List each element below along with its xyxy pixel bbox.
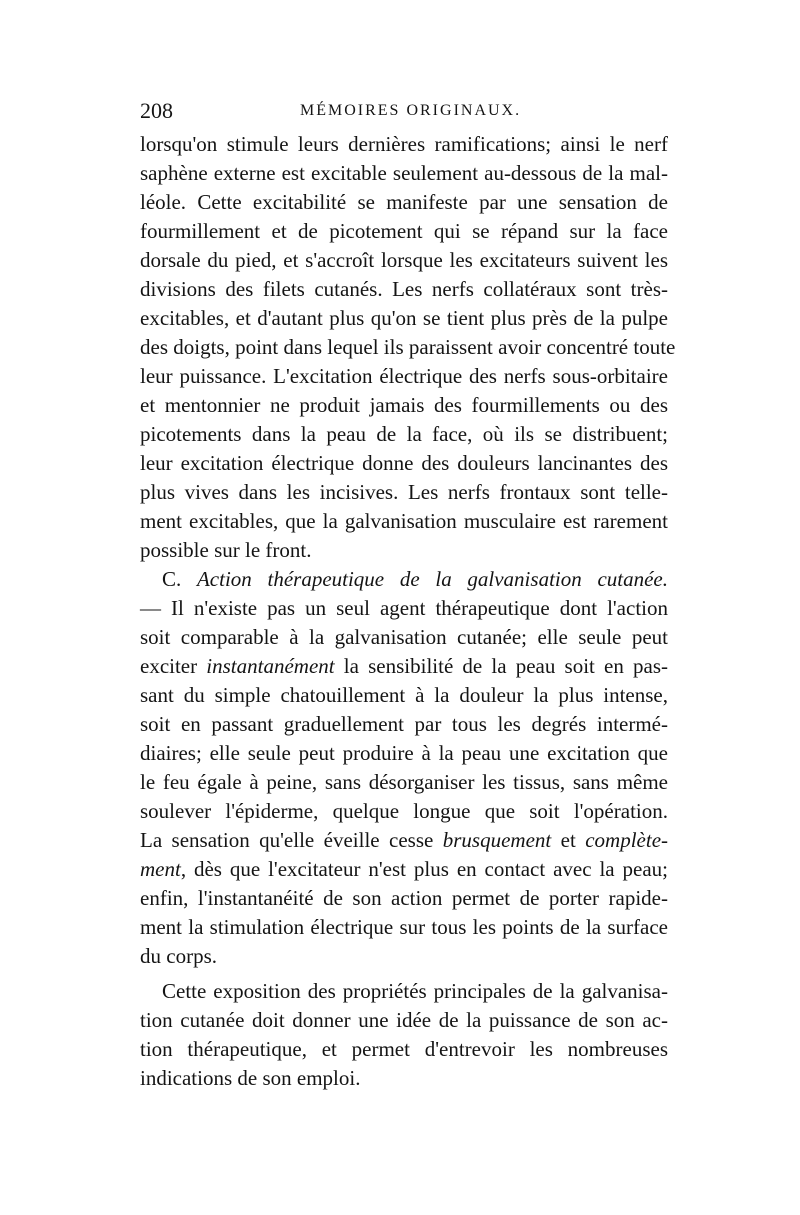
emphasis-text: instantanément bbox=[206, 654, 335, 678]
text-line: leur excitation électrique donne des douleurs lancinantes des bbox=[140, 451, 668, 475]
text-line: possible sur le front. bbox=[140, 538, 312, 562]
running-head bbox=[140, 96, 668, 126]
text-line: — Il n'existe pas un seul agent thérapeutique dont l'action bbox=[140, 596, 668, 620]
running-title: MÉMOIRES ORIGINAUX. bbox=[300, 102, 522, 119]
text-line bbox=[140, 652, 668, 681]
text-segment: , dès que l'excitateur n'est plus en contact avec la peau; bbox=[180, 857, 668, 881]
paragraph-1 bbox=[140, 130, 676, 565]
text-line: excitables, et d'autant plus qu'on se tient plus près de la pulpe bbox=[140, 306, 668, 330]
text-line: diaires; elle seule peut produire à la peau une excitation que bbox=[140, 741, 668, 765]
section-heading-line bbox=[140, 565, 668, 594]
text-segment: exciter bbox=[140, 654, 207, 678]
paragraph-2 bbox=[140, 565, 668, 971]
text-line: enfin, l'instantanéité de son action permet de porter rapide- bbox=[140, 886, 668, 910]
text-line: tion thérapeutique, et permet d'entrevoir les nombreuses bbox=[140, 1037, 668, 1061]
text-line: soit comparable à la galvanisation cutanée; elle seule peut bbox=[140, 625, 668, 649]
text-line: soit en passant graduellement par tous les degrés intermé- bbox=[140, 712, 668, 736]
text-line: fourmillement et de picotement qui se répand sur la face bbox=[140, 219, 668, 243]
text-line: léole. Cette excitabilité se manifeste par une sensation de bbox=[140, 190, 668, 214]
text-line bbox=[140, 826, 668, 855]
emphasis-text: brusquement bbox=[442, 828, 552, 852]
text-line: picotements dans la peau de la face, où ils se distribuent; bbox=[140, 422, 668, 446]
text-segment: La sensation qu'elle éveille cesse bbox=[140, 828, 443, 852]
text-line: indications de son emploi. bbox=[140, 1066, 361, 1090]
text-line: plus vives dans les incisives. Les nerfs frontaux sont telle- bbox=[140, 480, 668, 504]
text-line: tion cutanée doit donner une idée de la puissance de son ac- bbox=[140, 1008, 668, 1032]
text-segment: la sensibilité de la peau soit en pas- bbox=[334, 654, 668, 678]
page-number: 208 bbox=[140, 98, 173, 123]
text-line bbox=[140, 855, 668, 884]
emphasis-text: complète- bbox=[585, 828, 669, 852]
text-line: dorsale du pied, et s'accroît lorsque les excitateurs suivent les bbox=[140, 248, 668, 272]
emphasis-text: ment bbox=[140, 857, 181, 881]
text-line: soulever l'épiderme, quelque longue que soit l'opération. bbox=[140, 799, 668, 823]
text-line: ment la stimulation électrique sur tous les points de la surface bbox=[140, 915, 668, 939]
text-line: du corps. bbox=[140, 944, 217, 968]
text-line: des doigts, point dans lequel ils paraissent avoir concentré toute bbox=[140, 335, 676, 359]
section-label: C. bbox=[162, 567, 197, 591]
body-text bbox=[140, 130, 676, 1093]
text-line: le feu égale à peine, sans désorganiser les tissus, sans même bbox=[140, 770, 668, 794]
text-line: ment excitables, que la galvanisation musculaire est rarement bbox=[140, 509, 668, 533]
text-line: et mentonnier ne produit jamais des fourmillements ou des bbox=[140, 393, 668, 417]
text-line: saphène externe est excitable seulement au-dessous de la mal- bbox=[140, 161, 668, 185]
paragraph-3 bbox=[140, 977, 668, 1093]
text-line: lorsqu'on stimule leurs dernières ramifications; ainsi le nerf bbox=[140, 132, 668, 156]
text-line: Cette exposition des propriétés principales de la galvanisa- bbox=[162, 979, 668, 1003]
text-line: leur puissance. L'excitation électrique des nerfs sous-orbitaire bbox=[140, 364, 668, 388]
text-line: divisions des filets cutanés. Les nerfs collatéraux sont très- bbox=[140, 277, 668, 301]
text-segment: et bbox=[551, 828, 586, 852]
section-title: Action thérapeutique de la galvanisation cutanée. bbox=[196, 567, 668, 591]
text-line: sant du simple chatouillement à la douleur la plus intense, bbox=[140, 683, 668, 707]
